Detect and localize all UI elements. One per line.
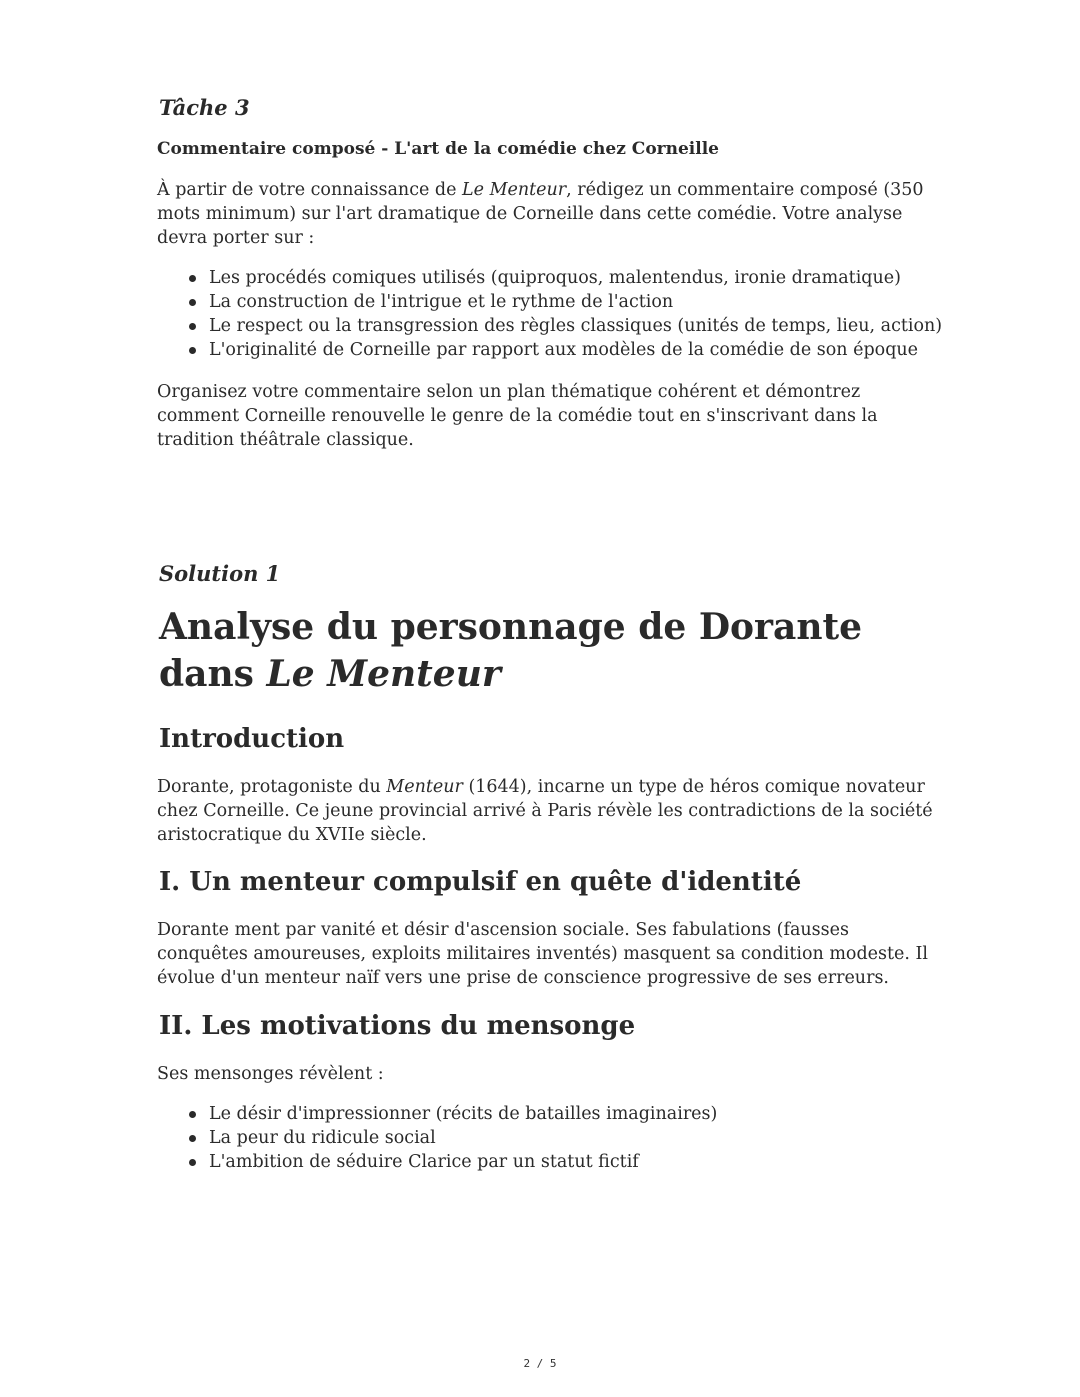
section-1-paragraph: Dorante ment par vanité et désir d'ascension sociale. Ses fabulations (fausses conquêtes amoureuses, exploits militaires inventés) masquent sa condition modeste. Il évolue d'un menteur naïf vers une prise de conscience progressive de ses erreurs. — [157, 920, 929, 988]
work-title: Menteur — [386, 777, 463, 797]
task-title: Commentaire composé - L'art de la comédie chez Corneille — [157, 139, 719, 159]
page-number: 2 / 5 — [523, 1357, 557, 1370]
section-2-bullet-list — [157, 1102, 957, 1174]
section-2-paragraph: Ses mensonges révèlent : — [157, 1064, 384, 1084]
section-2-heading: II. Les motivations du mensonge — [159, 1011, 636, 1041]
work-title: Le Menteur — [462, 180, 567, 200]
intro-heading: Introduction — [159, 724, 345, 754]
list-item: La construction de l'intrigue et le rythme de l'action — [157, 290, 957, 314]
task-instructions: À partir de votre connaissance de Le Menteur, rédigez un commentaire composé (350 mots minimum) sur l'art dramatique de Corneille dans cette comédie. Votre analyse devra porter sur : — [157, 180, 924, 248]
list-item: La peur du ridicule social — [157, 1126, 957, 1150]
list-item: Les procédés comiques utilisés (quiproquos, malentendus, ironie dramatique) — [157, 266, 957, 290]
task-bullet-list — [157, 266, 957, 362]
task-label: Tâche 3 — [159, 95, 250, 120]
task-conclusion: Organisez votre commentaire selon un plan thématique cohérent et démontrez comment Corneille renouvelle le genre de la comédie tout en s'inscrivant dans la tradition théâtrale classique. — [157, 382, 878, 450]
list-item: Le désir d'impressionner (récits de batailles imaginaires) — [157, 1102, 957, 1126]
list-item: L'ambition de séduire Clarice par un statut fictif — [157, 1150, 957, 1174]
work-title: Le Menteur — [266, 653, 501, 695]
list-item: L'originalité de Corneille par rapport aux modèles de la comédie de son époque — [157, 338, 957, 362]
solution-label: Solution 1 — [159, 561, 281, 586]
section-1-heading: I. Un menteur compulsif en quête d'identité — [159, 867, 802, 897]
list-item: Le respect ou la transgression des règles classiques (unités de temps, lieu, action) — [157, 314, 957, 338]
intro-paragraph: Dorante, protagoniste du Menteur (1644), incarne un type de héros comique novateur chez Corneille. Ce jeune provincial arrivé à Paris révèle les contradictions de la société aristocratique du XVIIe siècle. — [157, 777, 933, 845]
solution-title: Analyse du personnage de Dorante dans Le Menteur — [159, 606, 863, 695]
